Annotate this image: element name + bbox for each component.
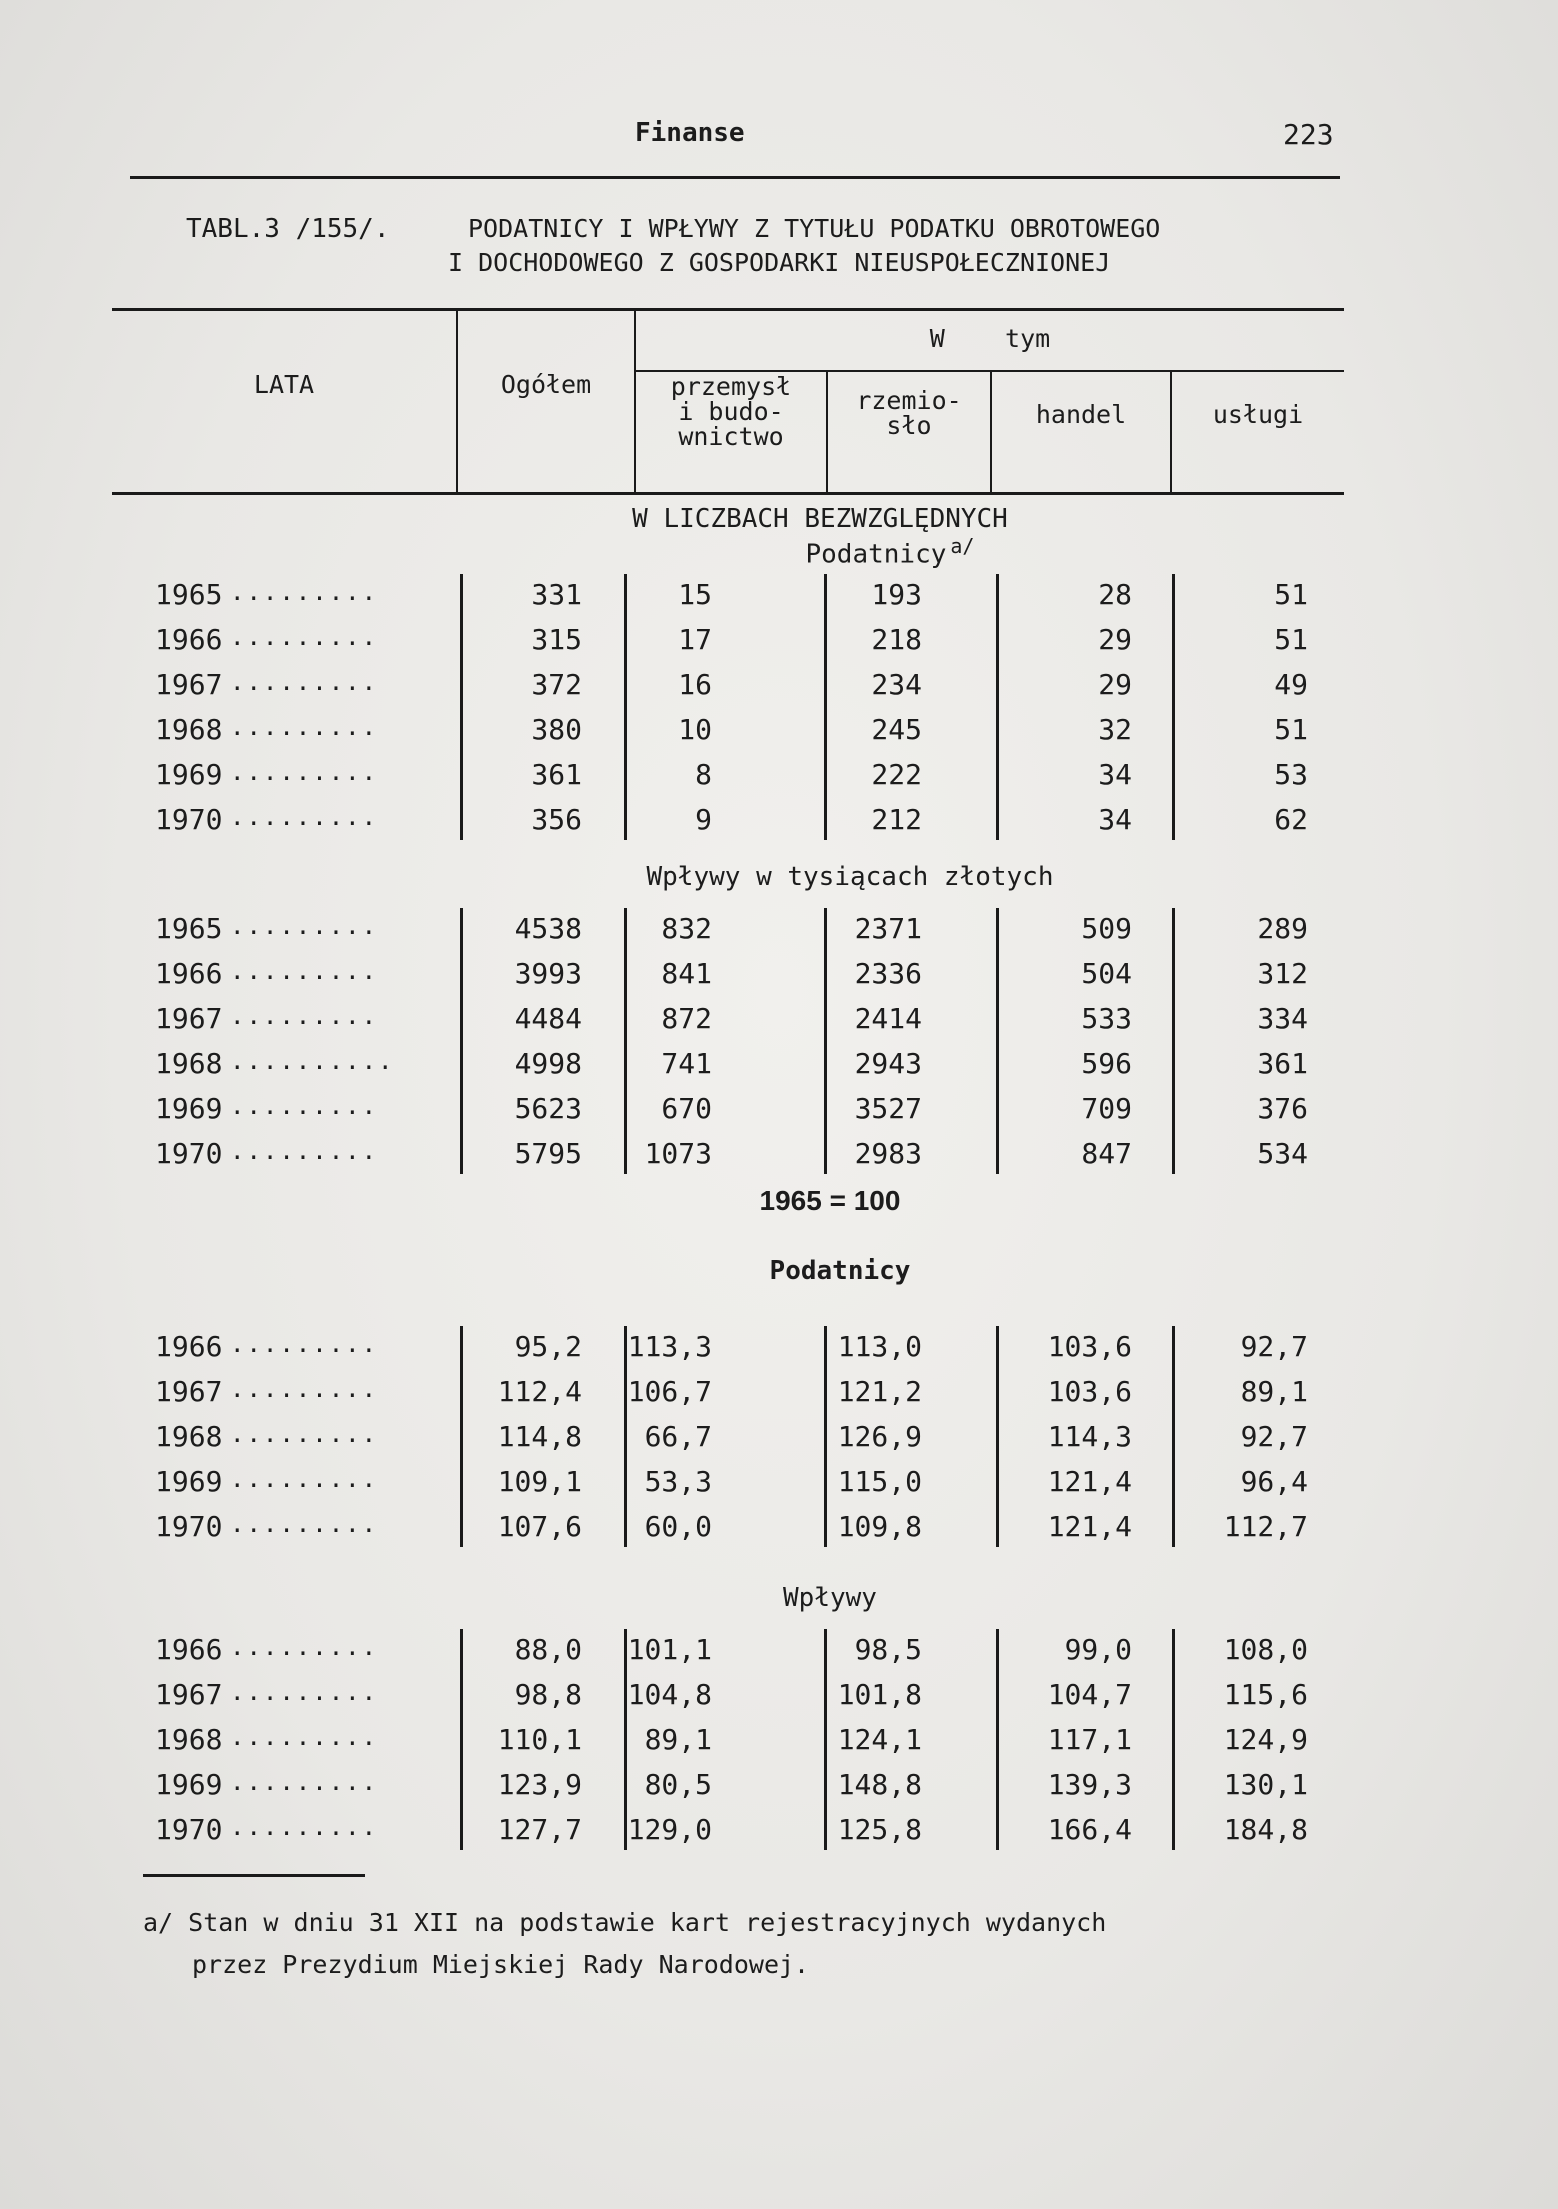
column-header-ogolem: Ogółem (500, 370, 592, 399)
cell-rzemioslo: 121,2 (837, 1375, 922, 1408)
cell-rzemioslo: 148,8 (837, 1768, 922, 1801)
cell-rzemioslo: 98,5 (854, 1633, 922, 1666)
row-year: 1970 (155, 1510, 223, 1543)
przemysl-line2: i budo- (678, 397, 784, 426)
cell-rzemioslo: 124,1 (837, 1723, 922, 1756)
cell-handel: 103,6 (1047, 1330, 1132, 1363)
cell-ogolem: 110,1 (497, 1723, 582, 1756)
footnote-line2: przez Prezydium Miejskiej Rady Narodowej. (192, 1950, 810, 1979)
cell-rzemioslo: 193 (871, 578, 922, 611)
cell-uslugi: 51 (1274, 578, 1308, 611)
cell-uslugi: 289 (1257, 912, 1308, 945)
row-year: 1966 (155, 957, 223, 990)
leader-dots: ......... (230, 1002, 379, 1030)
cell-przemysl: 89,1 (644, 1723, 712, 1756)
row-year: 1970 (155, 1813, 223, 1846)
cell-przemysl: 53,3 (644, 1465, 712, 1498)
przemysl-line3: wnictwo (678, 422, 784, 451)
cell-przemysl: 66,7 (644, 1420, 712, 1453)
cell-handel: 117,1 (1047, 1723, 1132, 1756)
table-caption-line2: I DOCHODOWEGO Z GOSPODARKI NIEUSPOŁECZNIONEJ (448, 248, 1111, 277)
column-separator (1172, 574, 1175, 840)
cell-ogolem: 4998 (514, 1047, 582, 1080)
cell-przemysl: 1073 (644, 1137, 712, 1170)
leader-dots: ......... (230, 758, 379, 786)
cell-rzemioslo: 125,8 (837, 1813, 922, 1846)
row-year: 1969 (155, 1768, 223, 1801)
column-header-uslugi: usługi (1212, 400, 1304, 429)
row-year: 1967 (155, 668, 223, 701)
cell-rzemioslo: 245 (871, 713, 922, 746)
cell-uslugi: 130,1 (1223, 1768, 1308, 1801)
cell-ogolem: 356 (531, 803, 582, 836)
page-number: 223 (1283, 118, 1334, 151)
leader-dots: ......... (230, 1768, 379, 1796)
section-title-wplywy-tys: Wpływy w tysiącach złotych (646, 862, 1054, 892)
rzemioslo-line2: sło (886, 411, 932, 440)
leader-dots: ......... (230, 578, 379, 606)
column-separator (1172, 1629, 1175, 1850)
cell-przemysl: 15 (678, 578, 712, 611)
cell-uslugi: 89,1 (1240, 1375, 1308, 1408)
cell-handel: 99,0 (1064, 1633, 1132, 1666)
cell-handel: 34 (1098, 758, 1132, 791)
cell-przemysl: 101,1 (627, 1633, 712, 1666)
cell-rzemioslo: 212 (871, 803, 922, 836)
row-year: 1967 (155, 1375, 223, 1408)
header-rule (130, 176, 1340, 179)
cell-uslugi: 51 (1274, 623, 1308, 656)
cell-handel: 847 (1081, 1137, 1132, 1170)
footnote-rule (143, 1874, 365, 1877)
row-year: 1970 (155, 803, 223, 836)
table-top-rule (112, 308, 1344, 311)
row-year: 1966 (155, 623, 223, 656)
cell-ogolem: 98,8 (514, 1678, 582, 1711)
cell-ogolem: 107,6 (497, 1510, 582, 1543)
leader-dots: ......... (230, 803, 379, 831)
cell-rzemioslo: 126,9 (837, 1420, 922, 1453)
cell-uslugi: 92,7 (1240, 1420, 1308, 1453)
cell-ogolem: 315 (531, 623, 582, 656)
table-caption-line1: PODATNICY I WPŁYWY Z TYTUŁU PODATKU OBROTOWEGO (468, 214, 1161, 243)
row-year: 1968 (155, 1047, 223, 1080)
cell-handel: 596 (1081, 1047, 1132, 1080)
footnote-line1: a/ Stan w dniu 31 XII na podstawie kart rejestracyjnych wydanych (143, 1908, 1107, 1937)
column-header-lata: LATA (253, 370, 315, 399)
cell-rzemioslo: 2414 (854, 1002, 922, 1035)
cell-handel: 32 (1098, 713, 1132, 746)
column-separator (824, 908, 827, 1174)
cell-przemysl: 9 (695, 803, 712, 836)
column-separator (460, 574, 463, 840)
cell-przemysl: 8 (695, 758, 712, 791)
cell-ogolem: 372 (531, 668, 582, 701)
section-title-absolute: W LICZBACH BEZWZGLĘDNYCH (632, 504, 1008, 534)
cell-rzemioslo: 115,0 (837, 1465, 922, 1498)
cell-handel: 709 (1081, 1092, 1132, 1125)
cell-uslugi: 115,6 (1223, 1678, 1308, 1711)
cell-rzemioslo: 113,0 (837, 1330, 922, 1363)
cell-ogolem: 95,2 (514, 1330, 582, 1363)
leader-dots: ......... (230, 1510, 379, 1538)
cell-ogolem: 114,8 (497, 1420, 582, 1453)
leader-dots: ......... (230, 1678, 379, 1706)
row-year: 1969 (155, 1092, 223, 1125)
row-year: 1969 (155, 1465, 223, 1498)
cell-przemysl: 60,0 (644, 1510, 712, 1543)
cell-handel: 139,3 (1047, 1768, 1132, 1801)
cell-ogolem: 4484 (514, 1002, 582, 1035)
section-subtitle-podatnicy-index: Podatnicy (769, 1256, 911, 1286)
cell-ogolem: 361 (531, 758, 582, 791)
cell-przemysl: 113,3 (627, 1330, 712, 1363)
cell-ogolem: 123,9 (497, 1768, 582, 1801)
cell-ogolem: 331 (531, 578, 582, 611)
cell-uslugi: 53 (1274, 758, 1308, 791)
column-header-przemysl (636, 374, 826, 449)
column-separator (996, 1629, 999, 1850)
column-separator (1172, 1326, 1175, 1547)
column-separator (996, 908, 999, 1174)
row-year: 1967 (155, 1678, 223, 1711)
cell-rzemioslo: 234 (871, 668, 922, 701)
row-year: 1970 (155, 1137, 223, 1170)
cell-handel: 29 (1098, 623, 1132, 656)
cell-handel: 504 (1081, 957, 1132, 990)
column-header-w-tym: W tym (929, 324, 1051, 353)
row-year: 1965 (155, 912, 223, 945)
cell-handel: 121,4 (1047, 1510, 1132, 1543)
section-subtitle-podatnicy (760, 534, 1020, 570)
cell-przemysl: 106,7 (627, 1375, 712, 1408)
cell-ogolem: 112,4 (497, 1375, 582, 1408)
cell-handel: 533 (1081, 1002, 1132, 1035)
cell-przemysl: 129,0 (627, 1813, 712, 1846)
header-divider-1 (456, 310, 458, 494)
cell-przemysl: 16 (678, 668, 712, 701)
cell-ogolem: 5623 (514, 1092, 582, 1125)
cell-rzemioslo: 218 (871, 623, 922, 656)
cell-przemysl: 10 (678, 713, 712, 746)
row-year: 1966 (155, 1633, 223, 1666)
leader-dots: ......... (230, 713, 379, 741)
cell-handel: 114,3 (1047, 1420, 1132, 1453)
cell-rzemioslo: 2983 (854, 1137, 922, 1170)
cell-przemysl: 741 (661, 1047, 712, 1080)
rzemioslo-line1: rzemio- (856, 386, 962, 415)
row-year: 1966 (155, 1330, 223, 1363)
cell-uslugi: 51 (1274, 713, 1308, 746)
cell-przemysl: 17 (678, 623, 712, 656)
row-year: 1969 (155, 758, 223, 791)
cell-handel: 166,4 (1047, 1813, 1132, 1846)
row-year: 1965 (155, 578, 223, 611)
cell-rzemioslo: 2336 (854, 957, 922, 990)
cell-uslugi: 124,9 (1223, 1723, 1308, 1756)
column-separator (624, 574, 627, 840)
cell-ogolem: 5795 (514, 1137, 582, 1170)
header-divider-4 (990, 372, 992, 494)
cell-przemysl: 841 (661, 957, 712, 990)
column-separator (996, 1326, 999, 1547)
cell-rzemioslo: 109,8 (837, 1510, 922, 1543)
leader-dots: ......... (230, 1723, 379, 1751)
header-divider-5 (1170, 372, 1172, 494)
leader-dots: ......... (230, 1137, 379, 1165)
leader-dots: ......... (230, 1813, 379, 1841)
column-header-handel: handel (1035, 400, 1127, 429)
leader-dots: ......... (230, 1375, 379, 1403)
leader-dots: ......... (230, 957, 379, 985)
przemysl-line1: przemysł (670, 372, 792, 401)
cell-ogolem: 88,0 (514, 1633, 582, 1666)
cell-rzemioslo: 101,8 (837, 1678, 922, 1711)
row-year: 1968 (155, 1420, 223, 1453)
cell-rzemioslo: 2371 (854, 912, 922, 945)
cell-uslugi: 312 (1257, 957, 1308, 990)
section-title-index-base: 1965 = 100 (759, 1185, 901, 1216)
cell-przemysl: 80,5 (644, 1768, 712, 1801)
row-year: 1967 (155, 1002, 223, 1035)
cell-ogolem: 3993 (514, 957, 582, 990)
header-bottom-rule (112, 492, 1344, 495)
podatnicy-label: Podatnicy (805, 539, 947, 570)
footnote-marker: a/ (950, 534, 975, 558)
column-header-rzemioslo (828, 388, 990, 438)
cell-ogolem: 380 (531, 713, 582, 746)
running-header-title: Finanse (635, 118, 745, 148)
cell-rzemioslo: 2943 (854, 1047, 922, 1080)
cell-uslugi: 108,0 (1223, 1633, 1308, 1666)
column-separator (1172, 908, 1175, 1174)
column-separator (824, 574, 827, 840)
cell-handel: 34 (1098, 803, 1132, 836)
leader-dots: .......... (230, 1047, 395, 1075)
cell-handel: 104,7 (1047, 1678, 1132, 1711)
leader-dots: ......... (230, 1092, 379, 1120)
column-separator (460, 908, 463, 1174)
row-year: 1968 (155, 1723, 223, 1756)
leader-dots: ......... (230, 1633, 379, 1661)
cell-uslugi: 92,7 (1240, 1330, 1308, 1363)
cell-uslugi: 96,4 (1240, 1465, 1308, 1498)
cell-handel: 29 (1098, 668, 1132, 701)
cell-uslugi: 376 (1257, 1092, 1308, 1125)
cell-uslugi: 334 (1257, 1002, 1308, 1035)
cell-rzemioslo: 222 (871, 758, 922, 791)
cell-przemysl: 670 (661, 1092, 712, 1125)
row-year: 1968 (155, 713, 223, 746)
cell-handel: 28 (1098, 578, 1132, 611)
leader-dots: ......... (230, 623, 379, 651)
cell-handel: 509 (1081, 912, 1132, 945)
cell-uslugi: 361 (1257, 1047, 1308, 1080)
column-separator (996, 574, 999, 840)
column-separator (624, 908, 627, 1174)
cell-uslugi: 49 (1274, 668, 1308, 701)
cell-rzemioslo: 3527 (854, 1092, 922, 1125)
cell-przemysl: 832 (661, 912, 712, 945)
cell-uslugi: 184,8 (1223, 1813, 1308, 1846)
leader-dots: ......... (230, 1465, 379, 1493)
cell-uslugi: 62 (1274, 803, 1308, 836)
cell-handel: 103,6 (1047, 1375, 1132, 1408)
cell-handel: 121,4 (1047, 1465, 1132, 1498)
leader-dots: ......... (230, 1420, 379, 1448)
leader-dots: ......... (230, 1330, 379, 1358)
cell-ogolem: 109,1 (497, 1465, 582, 1498)
cell-przemysl: 872 (661, 1002, 712, 1035)
cell-ogolem: 4538 (514, 912, 582, 945)
cell-uslugi: 112,7 (1223, 1510, 1308, 1543)
cell-przemysl: 104,8 (627, 1678, 712, 1711)
cell-ogolem: 127,7 (497, 1813, 582, 1846)
leader-dots: ......... (230, 668, 379, 696)
table-label: TABL.3 /155/. (186, 214, 390, 244)
section-title-wplywy-index: Wpływy (783, 1583, 877, 1613)
cell-uslugi: 534 (1257, 1137, 1308, 1170)
leader-dots: ......... (230, 912, 379, 940)
